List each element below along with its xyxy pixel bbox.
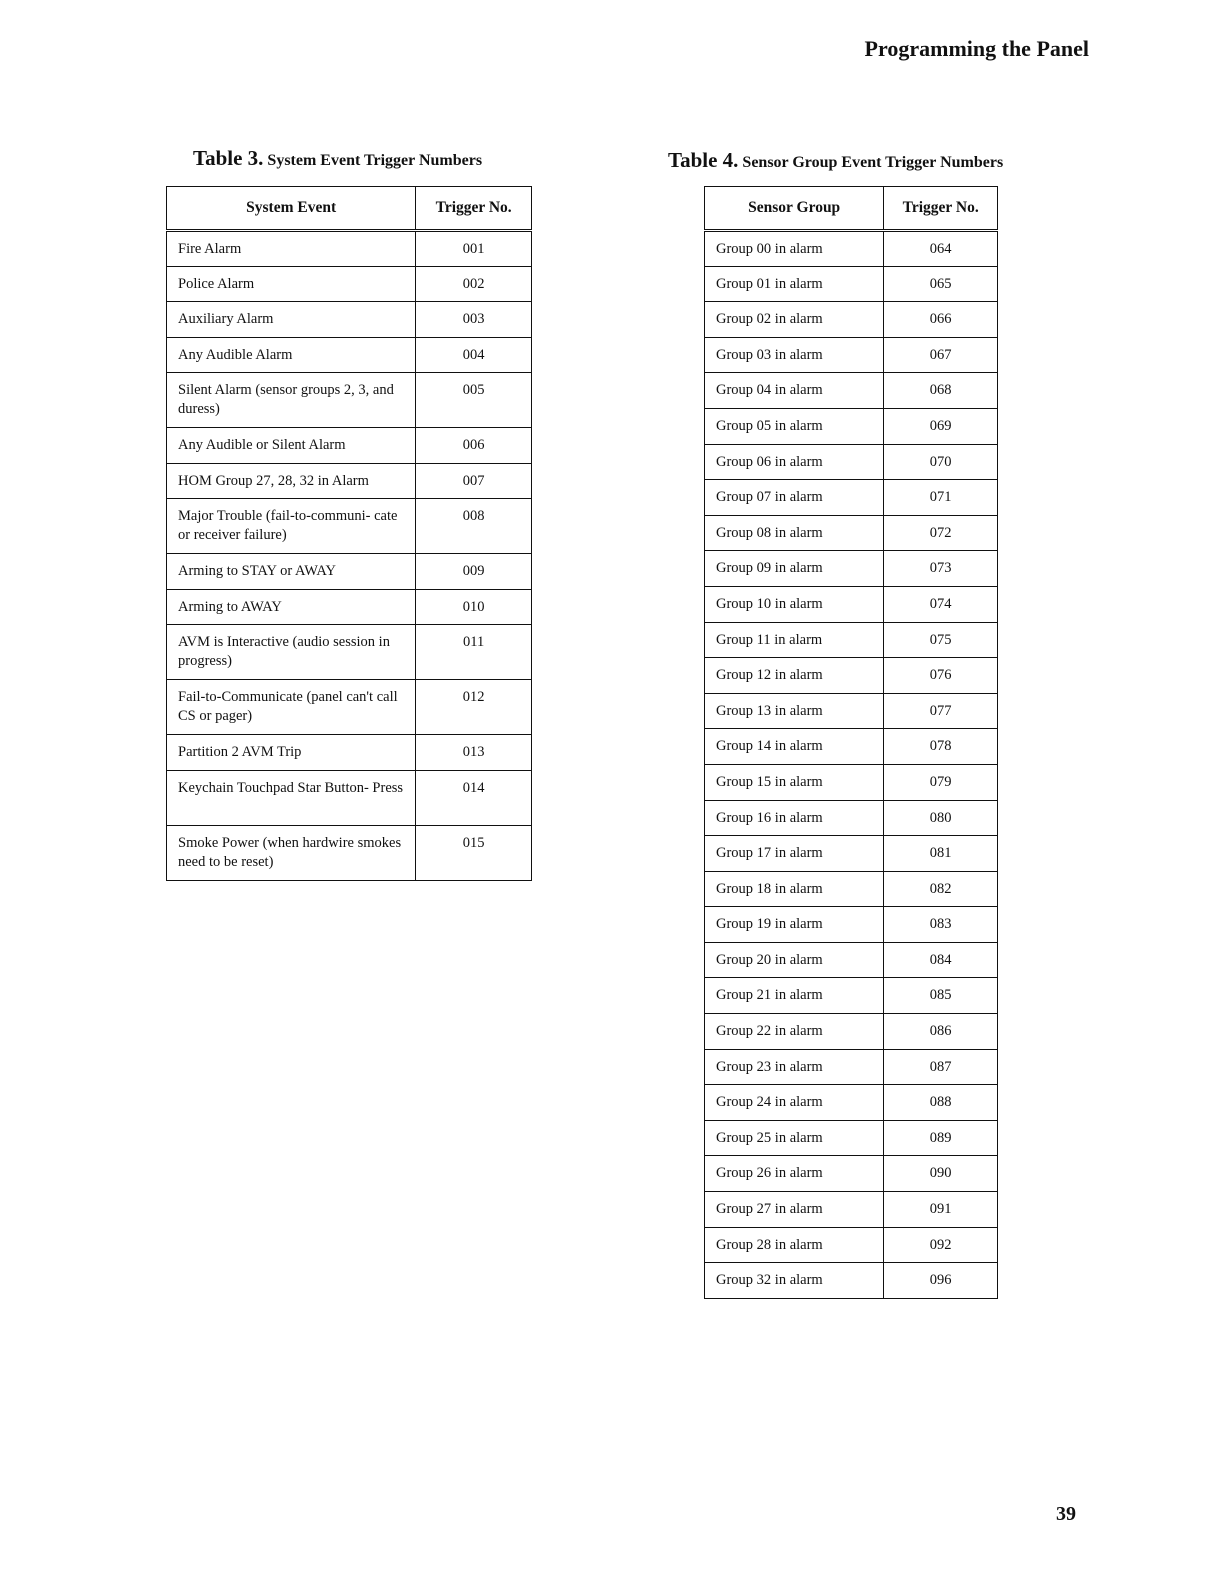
group-cell: Group 19 in alarm: [705, 907, 884, 943]
trigger-cell: 068: [884, 373, 998, 409]
group-cell: Group 18 in alarm: [705, 871, 884, 907]
table-row: [705, 658, 998, 694]
table-row: [705, 836, 998, 872]
table-row: [705, 373, 998, 409]
table-row: [705, 800, 998, 836]
table-3-caption-number: Table 3.: [193, 146, 264, 170]
trigger-cell: 070: [884, 444, 998, 480]
trigger-cell: 081: [884, 836, 998, 872]
trigger-cell: 010: [416, 589, 532, 625]
group-cell: Group 11 in alarm: [705, 622, 884, 658]
table-row: [705, 302, 998, 338]
trigger-cell: 073: [884, 551, 998, 587]
trigger-cell: 071: [884, 480, 998, 516]
trigger-cell: 007: [416, 463, 532, 499]
table-row: [705, 266, 998, 302]
trigger-cell: 003: [416, 302, 532, 338]
group-cell: Group 04 in alarm: [705, 373, 884, 409]
table-header-row: [167, 187, 532, 231]
event-cell: Smoke Power (when hardwire smokes need to be reset): [167, 825, 416, 880]
group-cell: Group 00 in alarm: [705, 231, 884, 267]
trigger-cell: 009: [416, 554, 532, 590]
event-cell: Partition 2 AVM Trip: [167, 735, 416, 771]
table-row: [705, 1192, 998, 1228]
column-header-sensor-group: Sensor Group: [705, 187, 884, 231]
trigger-cell: 006: [416, 428, 532, 464]
table-header-row: [705, 187, 998, 231]
table-row: [705, 1120, 998, 1156]
table-4-caption: [668, 148, 1003, 173]
column-header-system-event: System Event: [167, 187, 416, 231]
trigger-cell: 012: [416, 680, 532, 735]
table-row: [167, 589, 532, 625]
event-cell: Auxiliary Alarm: [167, 302, 416, 338]
column-header-trigger-no: Trigger No.: [884, 187, 998, 231]
trigger-cell: 075: [884, 622, 998, 658]
table-row: [167, 825, 532, 880]
group-cell: Group 15 in alarm: [705, 764, 884, 800]
trigger-cell: 089: [884, 1120, 998, 1156]
table-row: [705, 408, 998, 444]
event-cell: Any Audible or Silent Alarm: [167, 428, 416, 464]
group-cell: Group 17 in alarm: [705, 836, 884, 872]
group-cell: Group 22 in alarm: [705, 1014, 884, 1050]
table-4-caption-text: Sensor Group Event Trigger Numbers: [742, 154, 1004, 171]
table-row: [705, 764, 998, 800]
table-row: [705, 1085, 998, 1121]
trigger-cell: 072: [884, 515, 998, 551]
table-row: [705, 586, 998, 622]
table-row: [167, 266, 532, 302]
trigger-cell: 085: [884, 978, 998, 1014]
group-cell: Group 05 in alarm: [705, 408, 884, 444]
table-row: [705, 1156, 998, 1192]
trigger-cell: 067: [884, 337, 998, 373]
group-cell: Group 27 in alarm: [705, 1192, 884, 1228]
group-cell: Group 23 in alarm: [705, 1049, 884, 1085]
event-cell: Major Trouble (fail-to-communi- cate or receiver failure): [167, 499, 416, 554]
group-cell: Group 14 in alarm: [705, 729, 884, 765]
trigger-cell: 083: [884, 907, 998, 943]
page-header-title: Programming the Panel: [864, 36, 1089, 61]
table-row: [167, 735, 532, 771]
group-cell: Group 13 in alarm: [705, 693, 884, 729]
trigger-cell: 084: [884, 942, 998, 978]
group-cell: Group 25 in alarm: [705, 1120, 884, 1156]
table-row: [705, 444, 998, 480]
trigger-cell: 074: [884, 586, 998, 622]
table-row: [705, 1227, 998, 1263]
table-row: [167, 463, 532, 499]
trigger-cell: 013: [416, 735, 532, 771]
sensor-group-rows: [705, 231, 998, 1299]
column-header-trigger-no: Trigger No.: [416, 187, 532, 231]
table-row: [167, 770, 532, 825]
table-row: [167, 499, 532, 554]
table-row: [705, 337, 998, 373]
group-cell: Group 32 in alarm: [705, 1263, 884, 1299]
table-row: [705, 515, 998, 551]
table-row: [705, 1049, 998, 1085]
table-row: [705, 231, 998, 267]
group-cell: Group 09 in alarm: [705, 551, 884, 587]
trigger-cell: 077: [884, 693, 998, 729]
trigger-cell: 004: [416, 337, 532, 373]
table-row: [167, 428, 532, 464]
table-row: [705, 978, 998, 1014]
event-cell: Any Audible Alarm: [167, 337, 416, 373]
table-row: [167, 554, 532, 590]
group-cell: Group 02 in alarm: [705, 302, 884, 338]
group-cell: Group 06 in alarm: [705, 444, 884, 480]
trigger-cell: 005: [416, 373, 532, 428]
sensor-group-trigger-table: [704, 186, 998, 1299]
group-cell: Group 12 in alarm: [705, 658, 884, 694]
table-row: [167, 337, 532, 373]
trigger-cell: 087: [884, 1049, 998, 1085]
trigger-cell: 096: [884, 1263, 998, 1299]
group-cell: Group 28 in alarm: [705, 1227, 884, 1263]
table-3-caption: [193, 146, 482, 171]
table-row: [705, 551, 998, 587]
event-cell: Police Alarm: [167, 266, 416, 302]
table-row: [167, 625, 532, 680]
trigger-cell: 079: [884, 764, 998, 800]
trigger-cell: 002: [416, 266, 532, 302]
table-row: [167, 302, 532, 338]
trigger-cell: 011: [416, 625, 532, 680]
event-cell: Fire Alarm: [167, 231, 416, 267]
trigger-cell: 082: [884, 871, 998, 907]
trigger-cell: 088: [884, 1085, 998, 1121]
trigger-cell: 076: [884, 658, 998, 694]
table-row: [705, 693, 998, 729]
trigger-cell: 065: [884, 266, 998, 302]
trigger-cell: 080: [884, 800, 998, 836]
event-cell: Arming to AWAY: [167, 589, 416, 625]
group-cell: Group 10 in alarm: [705, 586, 884, 622]
table-row: [705, 942, 998, 978]
trigger-cell: 015: [416, 825, 532, 880]
group-cell: Group 08 in alarm: [705, 515, 884, 551]
table-3-caption-text: System Event Trigger Numbers: [267, 152, 483, 169]
table-row: [705, 1263, 998, 1299]
event-cell: Keychain Touchpad Star Button- Press: [167, 770, 416, 825]
event-cell: Silent Alarm (sensor groups 2, 3, and duress): [167, 373, 416, 428]
table-4-caption-number: Table 4.: [668, 148, 739, 172]
trigger-cell: 008: [416, 499, 532, 554]
group-cell: Group 01 in alarm: [705, 266, 884, 302]
trigger-cell: 066: [884, 302, 998, 338]
trigger-cell: 090: [884, 1156, 998, 1192]
page-number: 39: [1056, 1503, 1076, 1525]
table-row: [167, 680, 532, 735]
table-row: [167, 231, 532, 267]
trigger-cell: 014: [416, 770, 532, 825]
system-event-trigger-table: [166, 186, 532, 881]
trigger-cell: 078: [884, 729, 998, 765]
trigger-cell: 086: [884, 1014, 998, 1050]
trigger-cell: 092: [884, 1227, 998, 1263]
event-cell: Fail-to-Communicate (panel can't call CS or pager): [167, 680, 416, 735]
trigger-cell: 091: [884, 1192, 998, 1228]
event-cell: Arming to STAY or AWAY: [167, 554, 416, 590]
event-cell: AVM is Interactive (audio session in progress): [167, 625, 416, 680]
group-cell: Group 16 in alarm: [705, 800, 884, 836]
trigger-cell: 064: [884, 231, 998, 267]
group-cell: Group 26 in alarm: [705, 1156, 884, 1192]
table-row: [705, 480, 998, 516]
group-cell: Group 21 in alarm: [705, 978, 884, 1014]
trigger-cell: 069: [884, 408, 998, 444]
system-event-rows: [167, 231, 532, 881]
table-row: [167, 373, 532, 428]
group-cell: Group 24 in alarm: [705, 1085, 884, 1121]
group-cell: Group 20 in alarm: [705, 942, 884, 978]
table-row: [705, 871, 998, 907]
table-row: [705, 622, 998, 658]
table-row: [705, 1014, 998, 1050]
table-row: [705, 729, 998, 765]
table-row: [705, 907, 998, 943]
group-cell: Group 07 in alarm: [705, 480, 884, 516]
group-cell: Group 03 in alarm: [705, 337, 884, 373]
trigger-cell: 001: [416, 231, 532, 267]
event-cell: HOM Group 27, 28, 32 in Alarm: [167, 463, 416, 499]
